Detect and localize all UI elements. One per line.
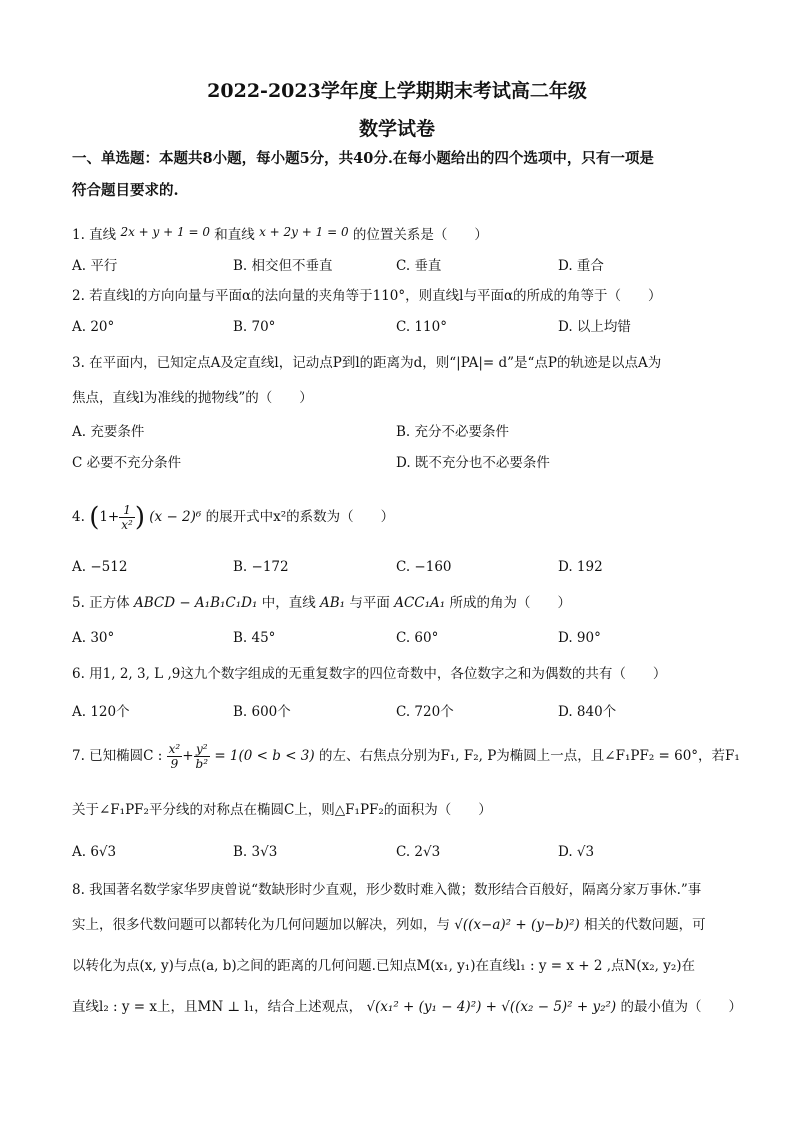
q6-option-d: D. 840个 — [558, 704, 617, 720]
q1-eq2: x + 2y + 1 = 0 — [259, 225, 349, 239]
q4-option-b: B. −172 — [233, 559, 289, 575]
q5-mid2: 与平面 — [349, 595, 390, 611]
q4-pre: 4. — [72, 509, 85, 525]
q3-option-d: D. 既不充分也不必要条件 — [396, 455, 550, 471]
question-8-line4 — [72, 997, 742, 1017]
q4-one: 1+ — [99, 509, 120, 525]
question-3-line1: 3. 在平面内，已知定点A及定直线l，记动点P到l的距离为d，则“|PA|= d”是“点P的轨迹是以点A为 — [72, 355, 662, 371]
q1-option-c: C. 垂直 — [396, 258, 442, 274]
q6-option-c: C. 720个 — [396, 704, 454, 720]
q5-option-c: C. 60° — [396, 630, 439, 646]
question-2: 2. 若直线l的方向向量与平面α的法向量的夹角等于110°，则直线l与平面α的所成的角等于（ ） — [72, 288, 662, 304]
q1-option-d: D. 重合 — [558, 258, 604, 274]
q3-option-b: B. 充分不必要条件 — [396, 424, 510, 440]
q4-den: x² — [121, 518, 133, 532]
question-8-line1: 8. 我国著名数学家华罗庚曾说“数缺形时少直观，形少数时难入微；数形结合百般好，隔离分家万事休.”事 — [72, 882, 702, 898]
q5-option-b: B. 45° — [233, 630, 276, 646]
q1-option-a: A. 平行 — [72, 258, 118, 274]
question-1 — [72, 222, 732, 245]
q5-line: AB₁ — [320, 595, 346, 611]
q5-pre: 5. 正方体 — [72, 595, 130, 611]
question-6: 6. 用1, 2, 3, L ,9这九个数字组成的无重复数字的四位奇数中，各位数字之和为偶数的共有（ ） — [72, 666, 667, 682]
q6-option-a: A. 120个 — [72, 704, 130, 720]
q5-post: 所成的角为（ ） — [449, 595, 571, 611]
q7-option-c: C. 2√3 — [396, 844, 441, 860]
q7-post: 的左、右焦点分别为F₁, F₂, P为椭圆上一点，且∠F₁PF₂ = 60°，若F₁ — [318, 748, 740, 764]
q5-option-a: A. 30° — [72, 630, 115, 646]
q1-pre: 1. 直线 — [72, 227, 117, 243]
question-3-line2: 焦点，直线l为准线的抛物线”的（ ） — [72, 390, 313, 406]
q4-open-paren: ( — [89, 502, 100, 533]
q7-frac1-den: 9 — [170, 757, 179, 771]
question-8-line3: 以转化为点(x, y)与点(a, b)之间的距离的几何问题.已知点M(x₁, y₁)在直线l₁ : y = x + 2 ,点N(x₂, y₂)在 — [72, 958, 696, 974]
q7-plus: + — [182, 748, 194, 764]
question-4 — [72, 500, 732, 535]
q2-option-c: C. 110° — [396, 319, 447, 335]
q5-plane: ACC₁A₁ — [394, 595, 446, 611]
question-5 — [72, 593, 732, 613]
question-7-line1 — [72, 738, 740, 774]
q2-option-d: D. 以上均错 — [558, 319, 631, 335]
q1-eq1: 2x + y + 1 = 0 — [120, 225, 210, 239]
q4-post: 的展开式中x²的系数为（ ） — [205, 509, 395, 525]
q8-line2c: 相关的代数问题，可 — [584, 917, 706, 933]
q4-option-d: D. 192 — [558, 559, 603, 575]
q1-post: 的位置关系是（ ） — [352, 227, 488, 243]
q7-option-d: D. √3 — [558, 844, 595, 860]
q8-line2a: 实上，很多代数问题可以都转化为几何问题加以解决，列如，与 — [72, 917, 450, 933]
question-7-line2: 关于∠F₁PF₂平分线的对称点在椭圆C上，则△F₁PF₂的面积为（ ） — [72, 802, 492, 818]
q1-option-b: B. 相交但不垂直 — [233, 258, 333, 274]
q5-option-d: D. 90° — [558, 630, 601, 646]
q2-option-b: B. 70° — [233, 319, 276, 335]
section-heading — [72, 146, 732, 204]
q3-option-a: A. 充要条件 — [72, 424, 145, 440]
q7-frac1 — [167, 742, 183, 771]
q7-frac2 — [194, 742, 211, 771]
q7-option-b: B. 3√3 — [233, 844, 278, 860]
q7-frac2-den: b² — [195, 757, 209, 771]
exam-title: 2022-2023学年度上学期期末考试高二年级 — [207, 80, 587, 102]
q4-close-paren: ) — [134, 502, 145, 533]
q4-option-c: C. −160 — [396, 559, 452, 575]
q5-mid: 中，直线 — [261, 595, 316, 611]
q8-line4c: 的最小值为（ ） — [620, 999, 742, 1015]
section-heading-line2: 符合题目要求的. — [72, 182, 179, 199]
q6-option-b: B. 600个 — [233, 704, 291, 720]
q3-option-c: C 必要不充分条件 — [72, 455, 182, 471]
q4-binomial: (x − 2)⁶ — [149, 509, 202, 525]
q5-cube: ABCD − A₁B₁C₁D₁ — [133, 595, 258, 611]
section-heading-line1: 一、单选题：本题共8小题，每小题5分，共40分.在每小题给出的四个选项中，只有一项是 — [72, 150, 654, 167]
q7-frac2-num: y² — [194, 742, 211, 757]
q7-pre: 7. 已知椭圆C : — [72, 748, 163, 764]
q1-mid: 和直线 — [214, 227, 255, 243]
question-8-line2 — [72, 915, 732, 935]
q7-option-a: A. 6√3 — [72, 844, 117, 860]
exam-subtitle: 数学试卷 — [358, 118, 435, 140]
q8-distance-formula: √((x−a)² + (y−b)²) — [454, 917, 580, 933]
q7-eq: = 1(0 < b < 3) — [214, 748, 315, 764]
q2-option-a: A. 20° — [72, 319, 115, 335]
q4-fraction — [119, 503, 135, 532]
q4-num: 1 — [119, 503, 135, 518]
q8-line4a: 直线l₂ : y = x上，且MN ⊥ l₁，结合上述观点， — [72, 999, 363, 1015]
q4-option-a: A. −512 — [72, 559, 128, 575]
q7-frac1-num: x² — [168, 742, 181, 756]
q8-expression: √(x₁² + (y₁ − 4)²) + √((x₂ − 5)² + y₂²) — [366, 999, 617, 1015]
